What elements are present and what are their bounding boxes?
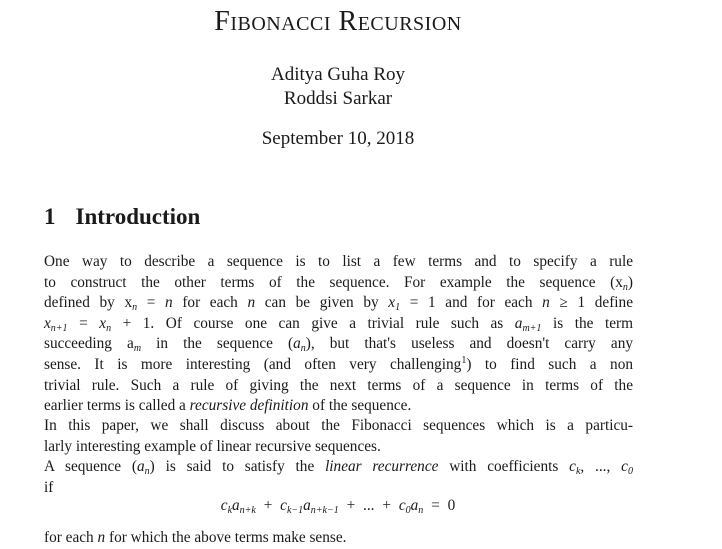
paragraph-line: A sequence $(a_n)$ is said to satisfy the linear recurrence with coefficients $c_k$, ..., $c_0$	[44, 458, 633, 477]
paper-title: Fibonacci Recursion	[214, 6, 462, 37]
paragraph-line: trivial rule. Such a rule of giving the next terms of a sequence in terms of the	[44, 376, 633, 394]
author-1: Aditya Guha Roy	[270, 64, 406, 85]
paragraph-line: One way to describe a sequence is to list a few terms and to specify a rule	[44, 253, 633, 270]
paper-date: September 10, 2018	[261, 128, 415, 149]
paragraph-line: larly interesting example of linear recursive sequences.	[44, 437, 381, 455]
paragraph-line: In this paper, we shall discuss about the Fibonacci sequences which is a particu-	[44, 417, 633, 434]
author-2: Roddsi Sarkar	[283, 88, 393, 109]
section-number: 1	[44, 204, 56, 229]
paragraph-line: sense. It is more interesting (and often very challenging$^1$) to find such a non	[44, 354, 633, 373]
paragraph-line: for each n for which the above terms make sense.	[44, 529, 347, 546]
paragraph-line: defined by $x_n = n$ for each n can be given by $x_1 = 1$ and for each n ≥ 1 define	[44, 294, 633, 314]
recurrence-equation: $c_ka_{n+k} + c_{k-1}a_{n+k-1}$ + ... + $c_0a_n = 0$	[220, 497, 456, 516]
section-heading	[44, 204, 200, 230]
paragraph-line: $x_{n+1} = x_n + 1$. Of course one can give a trivial rule such as $a_{m+1}$ is the term	[44, 314, 633, 334]
paragraph-intro	[44, 252, 633, 417]
paragraph-linear-recurrence	[44, 457, 633, 498]
paragraph-fibonacci	[44, 416, 633, 457]
footnote-marker: 1	[461, 354, 467, 366]
paragraph-line: if	[44, 478, 54, 496]
section-title: Introduction	[75, 204, 201, 229]
paragraph-condition	[44, 528, 633, 549]
paragraph-line: earlier terms is called a recursive definition of the sequence.	[44, 397, 412, 415]
paragraph-line: succeeding $a_m$ in the sequence $(a_n)$, but that's useless and doesn't carry any	[44, 335, 633, 355]
paragraph-line: to construct the other terms of the sequence. For example the sequence $(x_n)$	[44, 273, 633, 293]
